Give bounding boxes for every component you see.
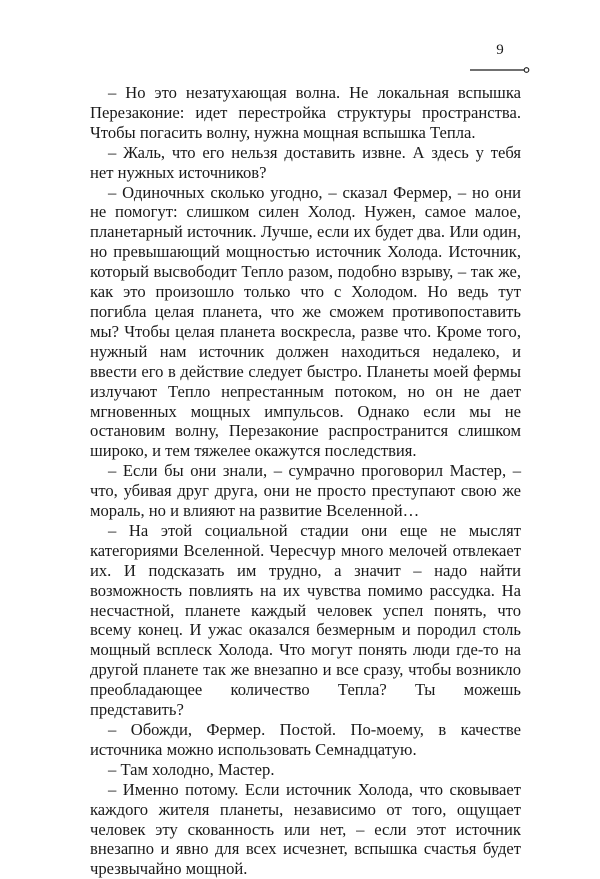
- paragraph: – На этой социальной стадии они еще не мыслят категориями Вселенной. Чересчур много мелочей отвлекает их. И подсказать им трудно, а значит – надо найти возможность повлиять на их чувства помимо рассудка. На несчастной, планете каждый человек успел понять, что всему конец. И ужас оказался безмерным и породил столь мощный всплеск Холода. Что могут понять люди где-то на другой планете так же внезапно и все сразу, чтобы возникло преобладающее количество Тепла? Ты можешь представить?: [90, 520, 521, 720]
- paragraph: – Именно потому. Если источник Холода, что сковывает каждого жителя планеты, независимо от того, ощущает человек эту скованность или нет, – если этот источник внезапно и явно для всех исчезнет, вспышка счастья будет чрезвычайно мощной.: [90, 779, 521, 879]
- paragraph: – Там холодно, Мастер.: [108, 759, 275, 779]
- page-header: [470, 42, 530, 72]
- page-number-rule: [470, 65, 530, 75]
- paragraph: – Если бы они знали, – сумрачно проговорил Мастер, – что, убивая друг друга, они не просто преступают свою же мораль, но и влияют на развитие Вселенной…: [90, 461, 521, 521]
- page-number: 9: [496, 42, 504, 58]
- paragraph: – Одиночных сколько угодно, – сказал Фермер, – но они не помогут: слишком силен Холод. Нужен, самое малое, планетарный источник. Лучше, если их будет два. Или один, но превышающий мощностью источник Холода. Источник, который высвободит Тепло разом, подобно взрыву, – так же, как это произошло только что с Холодом. Но ведь тут погибла целая планета, что же сможем противопоставить мы? Чтобы целая планета воскресла, разве что. Кроме того, нужный нам источник должен находиться недалеко, и ввести его в действие следует быстро. Планеты моей фермы излучают Тепло непрестанным потоком, но он не дает мгновенных мощных импульсов. Однако если мы не остановим волну, Перезаконие распространится слишком широко, и тем тяжелее окажутся последствия.: [90, 182, 521, 461]
- paragraph: – Обожди, Фермер. Постой. По-моему, в качестве источника можно использовать Семнадцатую.: [90, 720, 521, 759]
- body-text: [90, 83, 521, 879]
- paragraph: – Жаль, что его нельзя доставить извне. А здесь у тебя нет нужных источников?: [90, 142, 521, 182]
- paragraph: – Но это незатухающая волна. Не локальная вспышка Перезаконие: идет перестройка структуры пространства. Чтобы погасить волну, нужна мощная вспышка Тепла.: [90, 83, 521, 142]
